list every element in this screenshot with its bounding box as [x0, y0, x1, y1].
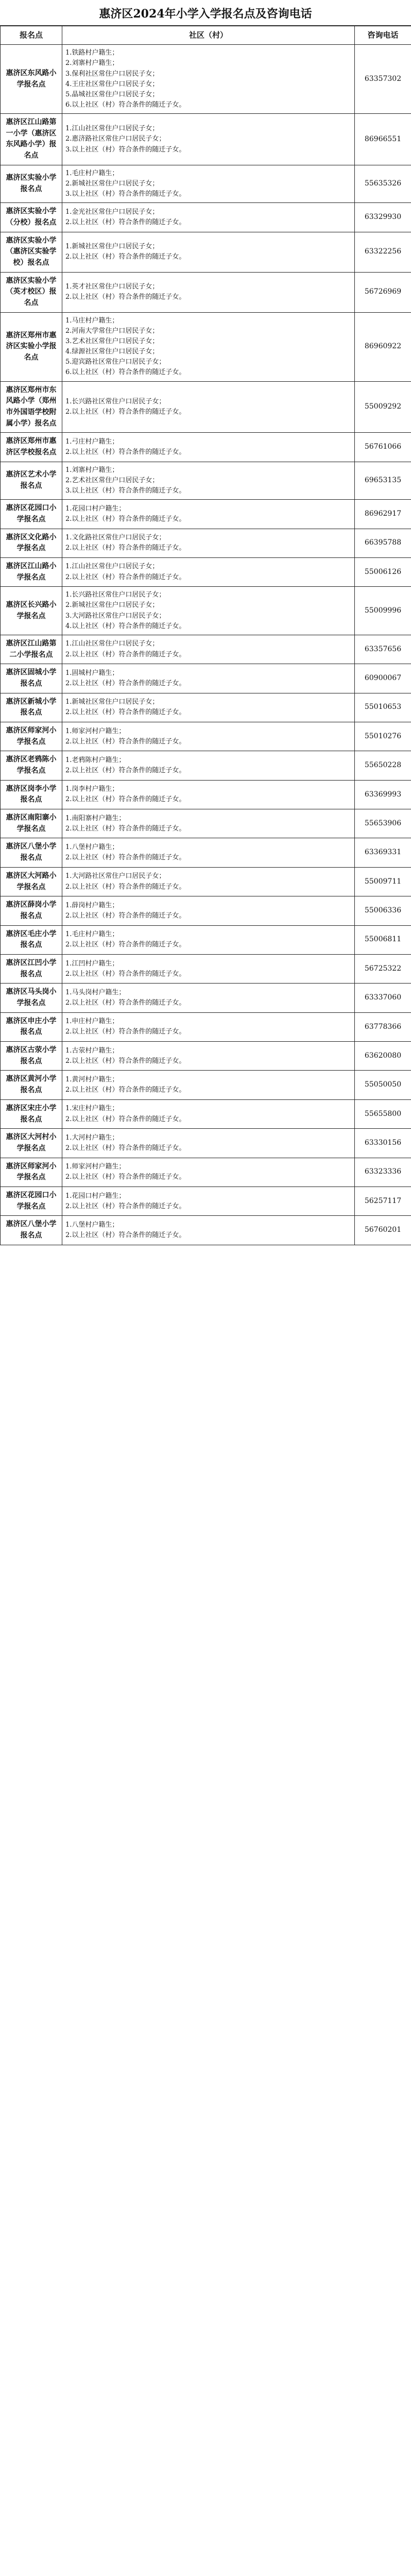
table-body: [1, 45, 411, 1245]
phone-cell: 55006126: [355, 557, 411, 586]
scope-line: 1.岗李村户籍生；: [65, 785, 119, 793]
scope-line: 1.花园口村户籍生；: [65, 1192, 126, 1200]
phone-cell: 63357656: [355, 635, 411, 664]
scope-line: 1.长兴路社区常住户口居民子女；: [65, 591, 166, 599]
table-row: [1, 529, 411, 557]
scope-cell: [62, 587, 355, 635]
scope-line: 2.以上社区（村）符合条件的随迁子女。: [65, 941, 186, 949]
scope-line: 2.以上社区（村）符合条件的随迁子女。: [65, 708, 186, 717]
school-cell: 惠济区固城小学报名点: [1, 664, 62, 693]
school-cell: 惠济区江山路第一小学（惠济区东风路小学）报名点: [1, 114, 62, 165]
school-cell: 惠济区薛岗小学报名点: [1, 896, 62, 925]
table-row: [1, 45, 411, 114]
scope-line: 2.刘寨村户籍生；: [65, 59, 119, 67]
scope-line: 1.老鸦陈村户籍生；: [65, 756, 126, 764]
scope-line: 1.毛庄村户籍生；: [65, 169, 119, 177]
table-row: [1, 751, 411, 780]
scope-line: 2.以上社区（村）符合条件的随迁子女。: [65, 544, 186, 552]
scope-cell: [62, 114, 355, 165]
scope-line: 4.绿源社区常住户口居民子女；: [65, 348, 159, 356]
school-cell: 惠济区江凹小学报名点: [1, 954, 62, 983]
scope-line: 3.以上社区（村）符合条件的随迁子女。: [65, 145, 186, 154]
scope-line: 2.以上社区（村）符合条件的随迁子女。: [65, 293, 186, 301]
school-cell: 惠济区马头岗小学报名点: [1, 984, 62, 1012]
scope-line: 2.以上社区（村）符合条件的随迁子女。: [65, 679, 186, 687]
scope-cell: [62, 433, 355, 462]
table-row: [1, 462, 411, 499]
scope-line: 2.以上社区（村）符合条件的随迁子女。: [65, 573, 186, 581]
scope-line: 2.以上社区（村）符合条件的随迁子女。: [65, 795, 186, 804]
phone-cell: 63778366: [355, 1012, 411, 1041]
scope-line: 2.以上社区（村）符合条件的随迁子女。: [65, 1086, 186, 1094]
phone-cell: 55650228: [355, 751, 411, 780]
scope-line: 1.刘寨村户籍生；: [65, 466, 119, 474]
scope-line: 2.以上社区（村）符合条件的随迁子女。: [65, 1231, 186, 1240]
scope-line: 1.南阳寨村户籍生；: [65, 814, 126, 822]
school-cell: 惠济区老鸦陈小学报名点: [1, 751, 62, 780]
scope-line: 2.新城社区常住户口居民子女；: [65, 601, 159, 609]
table-row: [1, 635, 411, 664]
school-cell: 惠济区江山路小学报名点: [1, 557, 62, 586]
table-row: [1, 954, 411, 983]
school-cell: 惠济区八堡小学报名点: [1, 838, 62, 867]
table-row: [1, 1158, 411, 1187]
scope-cell: [62, 500, 355, 529]
table-row: [1, 433, 411, 462]
scope-line: 2.艺术社区常住户口居民子女；: [65, 476, 159, 484]
scope-cell: [62, 45, 355, 114]
phone-cell: 60900067: [355, 664, 411, 693]
scope-line: 1.师家河村户籍生；: [65, 1163, 126, 1171]
scope-cell: [62, 312, 355, 381]
table-row: [1, 925, 411, 954]
scope-line: 1.英才社区常住户口居民子女；: [65, 283, 159, 291]
scope-cell: [62, 203, 355, 232]
table-row: [1, 1012, 411, 1041]
scope-line: 1.长兴路社区常住户口居民子女；: [65, 397, 166, 405]
scope-line: 1.马头岗村户籍生；: [65, 988, 126, 996]
phone-cell: 56761066: [355, 433, 411, 462]
table-row: [1, 1099, 411, 1128]
phone-cell: 86966551: [355, 114, 411, 165]
scope-cell: [62, 751, 355, 780]
school-cell: 惠济区艺术小学报名点: [1, 462, 62, 499]
scope-line: 2.以上社区（村）符合条件的随迁子女。: [65, 883, 186, 891]
header-school: 报名点: [1, 26, 62, 45]
scope-line: 1.申庄村户籍生；: [65, 1018, 119, 1026]
scope-line: 2.河南大学常住户口居民子女；: [65, 327, 159, 335]
phone-cell: 63329930: [355, 203, 411, 232]
phone-cell: 55010653: [355, 693, 411, 722]
phone-cell: 63322256: [355, 232, 411, 272]
scope-cell: [62, 557, 355, 586]
phone-cell: 55655800: [355, 1099, 411, 1128]
table-header: [1, 26, 411, 45]
table-row: [1, 500, 411, 529]
school-cell: 惠济区毛庄小学报名点: [1, 925, 62, 954]
table-row: [1, 272, 411, 312]
header-phone: 咨询电话: [355, 26, 411, 45]
scope-line: 2.以上社区（村）符合条件的随迁子女。: [65, 1144, 186, 1152]
table-row: [1, 557, 411, 586]
scope-cell: [62, 664, 355, 693]
school-cell: 惠济区长兴路小学报名点: [1, 587, 62, 635]
school-cell: 惠济区实验小学（惠济区实验学校）报名点: [1, 232, 62, 272]
scope-line: 1.江山社区常住户口居民子女；: [65, 125, 159, 133]
phone-cell: 63620080: [355, 1042, 411, 1071]
table-row: [1, 165, 411, 202]
table-row: [1, 114, 411, 165]
scope-cell: [62, 165, 355, 202]
scope-line: 1.大河村户籍生；: [65, 1133, 119, 1142]
school-cell: 惠济区新城小学报名点: [1, 693, 62, 722]
school-cell: 惠济区古荥小学报名点: [1, 1042, 62, 1071]
scope-line: 1.江山社区常住户口居民子女；: [65, 563, 159, 571]
phone-cell: 63330156: [355, 1129, 411, 1158]
scope-line: 1.师家河村户籍生；: [65, 727, 126, 735]
phone-cell: 55006336: [355, 896, 411, 925]
table-row: [1, 1042, 411, 1071]
scope-cell: [62, 1099, 355, 1128]
table-row: [1, 838, 411, 867]
school-cell: 惠济区黄河小学报名点: [1, 1071, 62, 1099]
scope-cell: [62, 722, 355, 751]
school-cell: 惠济区大河村小学报名点: [1, 1129, 62, 1158]
school-cell: 惠济区南阳寨小学报名点: [1, 809, 62, 838]
scope-line: 1.大河路社区常住户口居民子女；: [65, 872, 166, 880]
scope-cell: [62, 838, 355, 867]
phone-cell: 56760201: [355, 1216, 411, 1245]
scope-line: 1.古荥村户籍生；: [65, 1046, 119, 1055]
scope-line: 2.以上社区（村）符合条件的随迁子女。: [65, 515, 186, 523]
scope-line: 2.以上社区（村）符合条件的随迁子女。: [65, 1202, 186, 1210]
school-cell: 惠济区郑州市惠济区实验小学报名点: [1, 312, 62, 381]
phone-cell: 55653906: [355, 809, 411, 838]
school-cell: 惠济区郑州市东风路小学（郑州市外国语学校附属小学）报名点: [1, 381, 62, 433]
scope-cell: [62, 381, 355, 433]
scope-line: 2.以上社区（村）符合条件的随迁子女。: [65, 1115, 186, 1123]
scope-line: 5.迎宾路社区常住户口居民子女；: [65, 358, 166, 366]
school-cell: 惠济区实验小学（分校）报名点: [1, 203, 62, 232]
scope-line: 2.新城社区常住户口居民子女；: [65, 179, 159, 188]
phone-cell: 55009292: [355, 381, 411, 433]
scope-cell: [62, 984, 355, 1012]
table-row: [1, 1216, 411, 1245]
scope-line: 2.以上社区（村）符合条件的随迁子女。: [65, 448, 186, 456]
phone-cell: 55635326: [355, 165, 411, 202]
phone-cell: 63369993: [355, 780, 411, 809]
school-cell: 惠济区江山路第二小学报名点: [1, 635, 62, 664]
table-row: [1, 1129, 411, 1158]
scope-line: 2.以上社区（村）符合条件的随迁子女。: [65, 1028, 186, 1036]
school-cell: 惠济区郑州市惠济区学校报名点: [1, 433, 62, 462]
scope-line: 1.薛岗村户籍生；: [65, 901, 119, 909]
phone-cell: 55009711: [355, 867, 411, 896]
scope-cell: [62, 529, 355, 557]
scope-cell: [62, 954, 355, 983]
phone-cell: 63369331: [355, 838, 411, 867]
school-cell: 惠济区岗李小学报名点: [1, 780, 62, 809]
scope-cell: [62, 867, 355, 896]
scope-line: 2.以上社区（村）符合条件的随迁子女。: [65, 650, 186, 658]
phone-cell: 55010276: [355, 722, 411, 751]
scope-line: 6.以上社区（村）符合条件的随迁子女。: [65, 100, 186, 109]
scope-line: 1.毛庄村户籍生；: [65, 930, 119, 939]
table-row: [1, 664, 411, 693]
scope-line: 1.弓庄村户籍生；: [65, 437, 119, 446]
document-title: 惠济区2024年小学入学报名点及咨询电话: [0, 0, 411, 26]
scope-line: 4.王庄社区常住户口居民子女；: [65, 80, 159, 88]
school-cell: 惠济区宋庄小学报名点: [1, 1099, 62, 1128]
school-cell: 惠济区大河路小学报名点: [1, 867, 62, 896]
scope-line: 1.江凹村户籍生；: [65, 959, 119, 968]
table-row: [1, 867, 411, 896]
scope-line: 1.固城村户籍生；: [65, 669, 119, 677]
school-cell: 惠济区申庄小学报名点: [1, 1012, 62, 1041]
scope-cell: [62, 1012, 355, 1041]
phone-cell: 56726969: [355, 272, 411, 312]
school-cell: 惠济区文化路小学报名点: [1, 529, 62, 557]
scope-cell: [62, 635, 355, 664]
phone-cell: 63337060: [355, 984, 411, 1012]
school-cell: 惠济区师家河小学报名点: [1, 1158, 62, 1187]
phone-cell: 69653135: [355, 462, 411, 499]
table-row: [1, 984, 411, 1012]
scope-line: 2.以上社区（村）符合条件的随迁子女。: [65, 824, 186, 833]
scope-cell: [62, 1187, 355, 1215]
phone-cell: 63357302: [355, 45, 411, 114]
school-cell: 惠济区八堡小学报名点: [1, 1216, 62, 1245]
scope-line: 4.以上社区（村）符合条件的随迁子女。: [65, 622, 186, 630]
scope-line: 3.艺术社区常住户口居民子女；: [65, 337, 159, 346]
scope-line: 2.以上社区（村）符合条件的随迁子女。: [65, 1173, 186, 1181]
phone-cell: 56257117: [355, 1187, 411, 1215]
phone-cell: 56725322: [355, 954, 411, 983]
scope-line: 1.金光社区常住户口居民子女；: [65, 208, 159, 216]
table-row: [1, 312, 411, 381]
table-row: [1, 381, 411, 433]
scope-cell: [62, 1216, 355, 1245]
phone-cell: 55006811: [355, 925, 411, 954]
table-row: [1, 780, 411, 809]
scope-line: 2.以上社区（村）符合条件的随迁子女。: [65, 767, 186, 775]
scope-cell: [62, 462, 355, 499]
phone-cell: 86960922: [355, 312, 411, 381]
scope-line: 1.八堡村户籍生；: [65, 1221, 119, 1229]
scope-line: 1.文化路社区常住户口居民子女；: [65, 534, 166, 542]
scope-cell: [62, 232, 355, 272]
scope-line: 2.以上社区（村）符合条件的随迁子女。: [65, 970, 186, 978]
table-row: [1, 722, 411, 751]
scope-cell: [62, 1158, 355, 1187]
school-cell: 惠济区花园口小学报名点: [1, 500, 62, 529]
table-row: [1, 232, 411, 272]
table-row: [1, 896, 411, 925]
school-cell: 惠济区实验小学报名点: [1, 165, 62, 202]
scope-line: 6.以上社区（村）符合条件的随迁子女。: [65, 368, 186, 377]
scope-cell: [62, 1042, 355, 1071]
scope-cell: [62, 925, 355, 954]
school-cell: 惠济区东风路小学报名点: [1, 45, 62, 114]
scope-line: 2.惠济路社区常住户口居民子女；: [65, 135, 166, 143]
scope-line: 1.新城社区常住户口居民子女；: [65, 698, 159, 706]
scope-line: 1.八堡村户籍生；: [65, 843, 119, 852]
scope-cell: [62, 780, 355, 809]
scope-line: 1.江山社区常住户口居民子女；: [65, 640, 159, 648]
scope-line: 5.晶城社区常住户口居民子女；: [65, 90, 159, 98]
scope-line: 2.以上社区（村）符合条件的随迁子女。: [65, 218, 186, 226]
enrollment-table: [0, 26, 411, 1245]
table-row: [1, 809, 411, 838]
scope-line: 1.马庄村户籍生；: [65, 316, 119, 325]
scope-line: 2.以上社区（村）符合条件的随迁子女。: [65, 911, 186, 920]
phone-cell: 55009996: [355, 587, 411, 635]
header-scope: 社区（村）: [62, 26, 355, 45]
scope-line: 2.以上社区（村）符合条件的随迁子女。: [65, 999, 186, 1007]
table-row: [1, 1187, 411, 1215]
table-row: [1, 587, 411, 635]
table-row: [1, 1071, 411, 1099]
scope-line: 3.保利社区常住户口居民子女；: [65, 70, 159, 78]
scope-line: 2.以上社区（村）符合条件的随迁子女。: [65, 854, 186, 862]
scope-line: 2.以上社区（村）符合条件的随迁子女。: [65, 253, 186, 261]
scope-line: 2.以上社区（村）符合条件的随迁子女。: [65, 408, 186, 416]
scope-line: 1.花园口村户籍生；: [65, 504, 126, 513]
scope-cell: [62, 693, 355, 722]
scope-line: 2.以上社区（村）符合条件的随迁子女。: [65, 737, 186, 745]
school-cell: 惠济区实验小学（英才校区）报名点: [1, 272, 62, 312]
phone-cell: 86962917: [355, 500, 411, 529]
scope-line: 1.宋庄村户籍生；: [65, 1105, 119, 1113]
scope-cell: [62, 1071, 355, 1099]
table-row: [1, 693, 411, 722]
scope-cell: [62, 1129, 355, 1158]
scope-cell: [62, 896, 355, 925]
scope-line: 1.黄河村户籍生；: [65, 1076, 119, 1084]
scope-line: 1.铁路村户籍生；: [65, 49, 119, 57]
phone-cell: 63323336: [355, 1158, 411, 1187]
scope-line: 3.以上社区（村）符合条件的随迁子女。: [65, 190, 186, 198]
scope-line: 1.新城社区常住户口居民子女；: [65, 243, 159, 251]
table-row: [1, 203, 411, 232]
school-cell: 惠济区花园口小学报名点: [1, 1187, 62, 1215]
phone-cell: 55050050: [355, 1071, 411, 1099]
school-cell: 惠济区师家河小学报名点: [1, 722, 62, 751]
document-page: [0, 0, 411, 1245]
scope-line: 2.以上社区（村）符合条件的随迁子女。: [65, 1057, 186, 1065]
scope-line: 3.以上社区（村）符合条件的随迁子女。: [65, 487, 186, 495]
scope-cell: [62, 809, 355, 838]
scope-line: 3.大河路社区常住户口居民子女；: [65, 612, 166, 620]
phone-cell: 66395788: [355, 529, 411, 557]
scope-cell: [62, 272, 355, 312]
header-row: [1, 26, 411, 45]
